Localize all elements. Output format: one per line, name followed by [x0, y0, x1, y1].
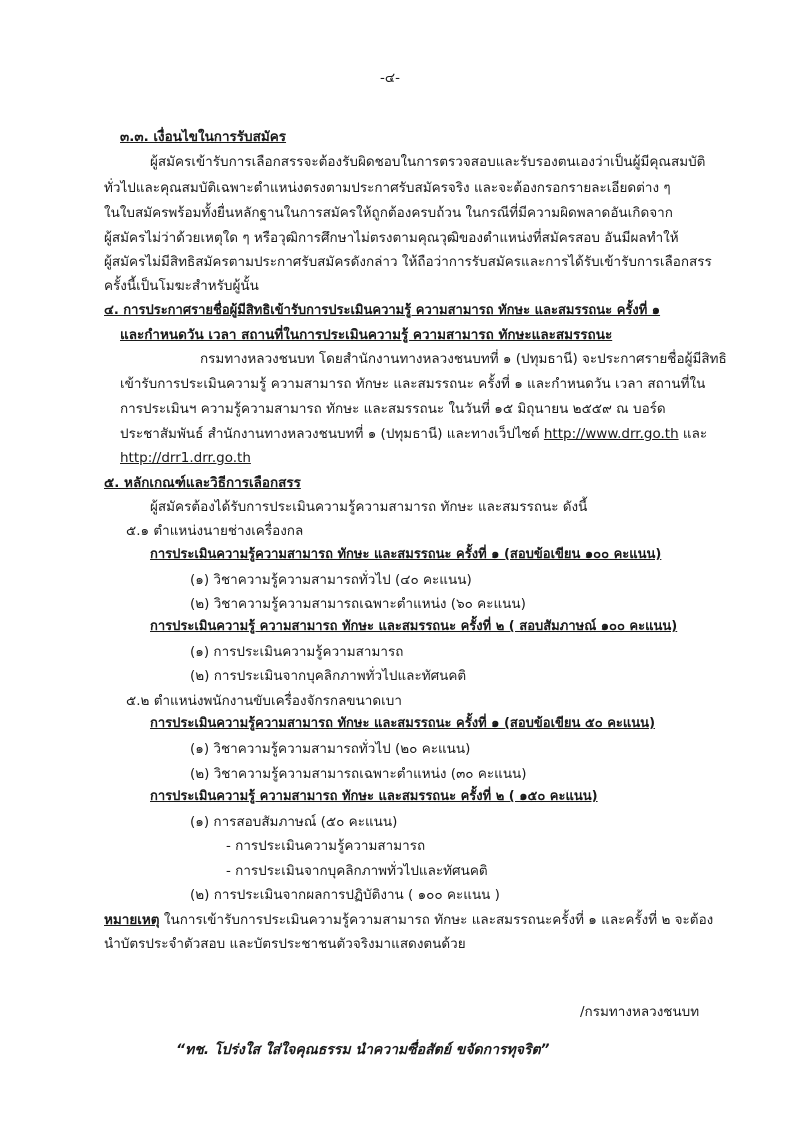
paragraph-line: การประเมินฯ ความรู้ความสามารถ ทักษะ และสมรรถนะ ในวันที่ ๑๕ มิถุนายน ๒๕๕๙ ณ บอร์ด	[120, 401, 666, 417]
position-5-1-title: ๕.๑ ตำแหน่งนายช่างเครื่องกล	[126, 523, 304, 539]
paragraph-line: ครั้งนี้เป็นโมฆะสำหรับผู้นั้น	[104, 278, 259, 294]
list-item: (๑) การประเมินความรู้ความสามารถ	[190, 644, 404, 660]
paragraph-line: ทั่วไปและคุณสมบัติเฉพาะตำแหน่งตรงตามประกาศรับสมัครจริง และจะต้องกรอกรายละเอียดต่าง ๆ	[104, 180, 671, 196]
signature: /กรมทางหลวงชนบท	[580, 1004, 700, 1020]
paragraph-line: เข้ารับการประเมินความรู้ ความสามารถ ทักษะ และสมรรถนะ ครั้งที่ ๑ และกำหนดวัน เวลา สถานที่ใน	[120, 376, 706, 392]
sub-list-item: - การประเมินความรู้ความสามารถ	[226, 838, 426, 854]
website-link-2[interactable]: http://drr1.drr.go.th	[120, 450, 251, 466]
list-item: (๒) วิชาความรู้ความสามารถเฉพาะตำแหน่ง (๓๐ คะแนน)	[190, 766, 527, 782]
section-4-heading: ๔. การประกาศรายชื่อผู้มีสิทธิเข้ารับการประเมินความรู้ ความสามารถ ทักษะ และสมรรถนะ ครั้งที่ ๑	[104, 303, 661, 318]
round-2-heading: การประเมินความรู้ ความสามารถ ทักษะ และสมรรถนะ ครั้งที่ ๒ ( ๑๕๐ คะแนน)	[150, 789, 598, 804]
section-5-intro: ผู้สมัครต้องได้รับการประเมินความรู้ความสามารถ ทักษะ และสมรรถนะ ดังนี้	[150, 499, 588, 515]
note-text: ในการเข้ารับการประเมินความรู้ความสามารถ ทักษะ และสมรรถนะครั้งที่ ๑ และครั้งที่ ๒ จะต้อง	[159, 912, 714, 928]
round-1-heading: การประเมินความรู้ความสามารถ ทักษะ และสมรรถนะ ครั้งที่ ๑ (สอบข้อเขียน ๑๐๐ คะแนน)	[150, 547, 662, 562]
round-2-heading: การประเมินความรู้ ความสามารถ ทักษะ และสมรรถนะ ครั้งที่ ๒ ( สอบสัมภาษณ์ ๑๐๐ คะแนน)	[150, 619, 678, 634]
paragraph-line: ในใบสมัครพร้อมทั้งยื่นหลักฐานในการสมัครให้ถูกต้องครบถ้วน ในกรณีที่มีความผิดพลาดอันเกิดจาก	[104, 205, 673, 221]
note-line	[104, 910, 713, 930]
section-4-heading-cont: และกำหนดวัน เวลา สถานที่ในการประเมินความรู้ ความสามารถ ทักษะและสมรรถนะ	[120, 327, 613, 343]
list-item: (๒) วิชาความรู้ความสามารถเฉพาะตำแหน่ง (๖๐ คะแนน)	[190, 596, 526, 612]
sub-list-item: - การประเมินจากบุคลิกภาพทั่วไปและทัศนคติ	[226, 863, 488, 879]
paragraph-line: ผู้สมัครเข้ารับการเลือกสรรจะต้องรับผิดชอบในการตรวจสอบและรับรองตนเองว่าเป็นผู้มีคุณสมบัติ	[150, 154, 706, 170]
paragraph-line: กรมทางหลวงชนบท โดยสำนักงานทางหลวงชนบทที่ ๑ (ปทุมธานี) จะประกาศรายชื่อผู้มีสิทธิ	[200, 351, 727, 367]
line-text: ประชาสัมพันธ์ สำนักงานทางหลวงชนบทที่ ๑ (ปทุมธานี) และทางเว็ปไซต์	[120, 426, 544, 442]
list-item: (๒) การประเมินจากผลการปฏิบัติงาน ( ๑๐๐ คะแนน )	[190, 887, 500, 903]
paragraph-line: ผู้สมัครไม่ว่าด้วยเหตุใด ๆ หรือวุฒิการศึกษาไม่ตรงตามคุณวุฒิของตำแหน่งที่สมัครสอบ อันมีผลทำให้	[104, 230, 679, 246]
section-5-heading: ๕. หลักเกณฑ์และวิธีการเลือกสรร	[104, 475, 301, 491]
list-item: (๑) การสอบสัมภาษณ์ (๕๐ คะแนน)	[190, 814, 398, 830]
round-1-heading: การประเมินความรู้ความสามารถ ทักษะ และสมรรถนะ ครั้งที่ ๑ (สอบข้อเขียน ๕๐ คะแนน)	[150, 716, 656, 731]
position-5-2-title: ๕.๒ ตำแหน่งพนักงานขับเครื่องจักรกลขนาดเบา	[126, 693, 402, 709]
motto: “ทช. โปร่งใส ใส่ใจคุณธรรม นำความซื่อสัตย์ ขจัดการทุจริต”	[176, 1042, 550, 1058]
page-number: -๔-	[380, 70, 400, 86]
note-label: หมายเหตุ	[104, 912, 160, 928]
list-item: (๒) การประเมินจากบุคลิกภาพทั่วไปและทัศนคติ	[190, 668, 467, 684]
list-item: (๑) วิชาความรู้ความสามารถทั่วไป (๒๐ คะแนน)	[190, 741, 471, 757]
paragraph-line	[120, 424, 707, 444]
list-item: (๑) วิชาความรู้ความสามารถทั่วไป (๔๐ คะแนน)	[190, 572, 472, 588]
section-3-3-heading: ๓.๓. เงื่อนไขในการรับสมัคร	[120, 129, 287, 145]
website-link[interactable]: http://www.drr.go.th	[543, 426, 679, 442]
line-text-end: และ	[678, 426, 708, 442]
paragraph-line	[120, 448, 251, 468]
paragraph-line: ผู้สมัครไม่มีสิทธิสมัครตามประกาศรับสมัครดังกล่าว ให้ถือว่าการรับสมัครและการได้รับเข้ารับการเลือกสรร	[104, 254, 712, 270]
note-line-2: นำบัตรประจำตัวสอบ และบัตรประชาชนตัวจริงมาแสดงตนด้วย	[104, 936, 466, 952]
